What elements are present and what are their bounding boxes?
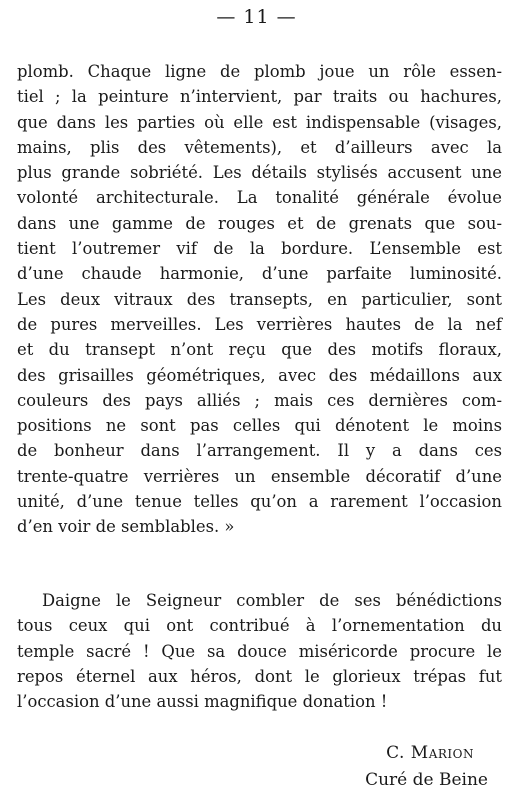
text-line: tous ceux qui ont contribué à l’ornementation du xyxy=(17,616,502,636)
text-line: plus grande sobriété. Les détails stylisés accusent une xyxy=(17,163,502,183)
signature-title: Curé de Beine xyxy=(365,770,488,790)
text-line: positions ne sont pas celles qui dénotent le moins xyxy=(17,416,502,436)
text-line: de pures merveilles. Les verrières hautes de la nef xyxy=(17,314,502,334)
text-line: unité, d’une tenue telles qu’on a rarement l’occasion xyxy=(17,492,502,512)
text-line: l’occasion d’une aussi magnifique donation ! xyxy=(17,692,388,712)
text-line: d’en voir de semblables. » xyxy=(17,517,235,537)
text-line: Les deux vitraux des transepts, en particulier, sont xyxy=(17,289,502,309)
text-line: repos éternel aux héros, dont le glorieux trépas fut xyxy=(17,666,502,686)
signature-name: C. Marion xyxy=(386,743,474,763)
text-line: d’une chaude harmonie, d’une parfaite luminosité. xyxy=(17,264,502,284)
paragraph-1 xyxy=(17,59,502,540)
text-line: et du transept n’ont reçu que des motifs floraux, xyxy=(17,340,502,360)
text-line: dans une gamme de rouges et de grenats que sou- xyxy=(17,213,502,233)
paragraph-2 xyxy=(17,588,502,714)
text-line: de bonheur dans l’arrangement. Il y a dans ces xyxy=(17,441,502,461)
text-line: des grisailles géométriques, avec des médaillons aux xyxy=(17,365,502,385)
text-line: Daigne le Seigneur combler de ses bénédictions xyxy=(42,591,502,610)
text-line: mains, plis des vêtements), et d’ailleurs avec la xyxy=(17,137,502,157)
text-line: volonté architecturale. La tonalité générale évolue xyxy=(17,188,502,208)
text-line: plomb. Chaque ligne de plomb joue un rôle essen- xyxy=(17,62,502,81)
text-line: tient l’outremer vif de la bordure. L’ensemble est xyxy=(17,239,502,259)
text-line: tiel ; la peinture n’intervient, par traits ou hachures, xyxy=(17,87,502,107)
page-number: — 11 — xyxy=(216,6,297,28)
text-line: trente-quatre verrières un ensemble décoratif d’une xyxy=(17,466,502,486)
text-line: couleurs des pays alliés ; mais ces dernières com- xyxy=(17,390,502,410)
text-line: que dans les parties où elle est indispensable (visages, xyxy=(17,112,502,132)
text-line: temple sacré ! Que sa douce miséricorde procure le xyxy=(17,641,502,661)
